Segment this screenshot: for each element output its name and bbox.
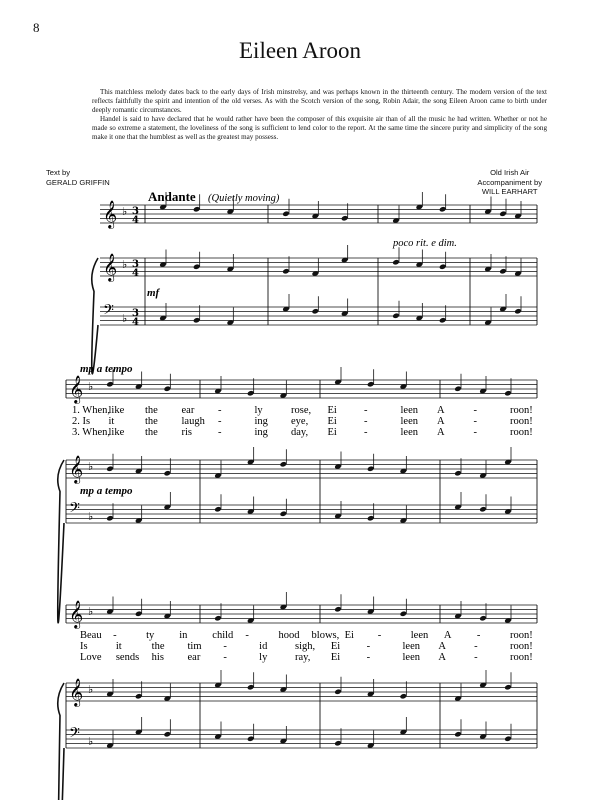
- lyric-syllable: roon!: [510, 427, 533, 438]
- lyric-syllable: the: [145, 416, 158, 427]
- treble-clef-icon: 𝄞: [69, 678, 84, 706]
- poco-rit-marking: poco rit. e dim.: [393, 238, 457, 249]
- lyric-syllable: rose,: [291, 405, 312, 416]
- lyric-syllable: -: [223, 641, 227, 652]
- intro-paragraph-1: This matchless melody dates back to the early days of Irish minstrelsy, and was perhaps known in the thirteenth century. The modern version of the text reflects faithfully the spirit and intention of the old verses. As with the Scotch version of the song, Robin Adair, the song Eileen Aroon came to birth under deeply romantic circumstances.: [92, 88, 547, 114]
- lyric-syllable: -: [218, 405, 222, 416]
- mp-a-tempo-voice: mp a tempo: [80, 363, 133, 375]
- lyric-syllable: it: [115, 641, 122, 652]
- flat-icon: ♭: [88, 683, 94, 696]
- time-signature-top: 3: [132, 206, 139, 217]
- staff-lines: [66, 205, 537, 748]
- treble-clef-icon: 𝄞: [103, 253, 118, 281]
- text-by-label: Text by: [46, 168, 71, 177]
- lyric-syllable: A: [437, 416, 445, 427]
- lyric-syllable: Love: [80, 652, 102, 663]
- lyric-syllable: id: [259, 641, 268, 652]
- lyric-syllable: 2. Is: [72, 416, 91, 427]
- intro-paragraph-2: Handel is said to have declared that he would rather have been the composer of this exquisite air than of all the music he had written. Whether or not he made so extreme a statement, the loveliness of the song is sufficient to lend color to the report. At the same time the sincere purity and simplicity of the song make it one that the humblest as well as the greatest may possess.: [92, 115, 547, 141]
- dynamic-mf: mf: [147, 287, 160, 299]
- lyric-syllable: A: [437, 427, 445, 438]
- lyric-syllable: hood: [278, 630, 300, 641]
- lyric-syllable: ing: [254, 427, 268, 438]
- lyric-syllable: his: [151, 652, 164, 663]
- lyric-syllable: like: [108, 405, 125, 416]
- origin-label: Old Irish Air: [490, 168, 530, 177]
- lyric-syllable: -: [473, 427, 477, 438]
- lyric-syllable: Is: [80, 641, 88, 652]
- lyric-syllable: Ei: [330, 641, 341, 652]
- tempo-note: (Quietly moving): [208, 193, 280, 204]
- time-signature-bottom: 4: [132, 268, 139, 279]
- lyric-syllable: ty: [146, 630, 155, 641]
- lyric-syllable: sends: [115, 652, 140, 663]
- lyric-syllable: Ei: [344, 630, 354, 641]
- clefs: [69, 200, 139, 748]
- treble-clef-icon: 𝄞: [69, 375, 84, 403]
- lyric-syllable: ray,: [295, 652, 311, 663]
- lyric-syllable: -: [113, 630, 117, 641]
- lyric-syllable: A: [438, 652, 446, 663]
- lyric-syllable: leen: [410, 630, 429, 641]
- lyric-syllable: 1. When,: [72, 405, 111, 416]
- treble-clef-icon: 𝄞: [69, 455, 84, 483]
- lyric-syllable: roon!: [510, 405, 533, 416]
- lyric-syllable: -: [366, 641, 371, 652]
- notes: [106, 192, 522, 749]
- lyric-syllable: Ei: [327, 427, 337, 438]
- lyric-syllable: 3. When,: [72, 427, 111, 438]
- lyrics-system-3: [80, 630, 533, 663]
- flat-icon: ♭: [122, 312, 128, 325]
- lyric-syllable: ing: [254, 416, 268, 427]
- lyric-syllable: Ei: [327, 405, 337, 416]
- lyric-syllable: in: [179, 630, 188, 641]
- lyric-syllable: it: [108, 416, 115, 427]
- lyric-syllable: -: [377, 630, 382, 641]
- lyric-syllable: -: [223, 652, 227, 663]
- lyric-syllable: roon!: [510, 652, 533, 663]
- flat-icon: ♭: [122, 205, 128, 218]
- flat-icon: ♭: [122, 258, 128, 271]
- piano-brace: [58, 683, 64, 800]
- piano-brace: [92, 258, 98, 374]
- flat-icon: ♭: [88, 735, 94, 748]
- lyric-syllable: laugh: [181, 416, 205, 427]
- treble-clef-icon: 𝄞: [103, 200, 118, 228]
- bass-clef-icon: 𝄢: [69, 725, 80, 745]
- lyric-syllable: -: [364, 405, 368, 416]
- lyric-syllable: Ei: [330, 652, 341, 663]
- lyric-syllable: roon!: [510, 416, 533, 427]
- lyric-syllable: -: [218, 416, 222, 427]
- lyric-syllable: the: [151, 641, 165, 652]
- time-signature-bottom: 4: [132, 215, 139, 226]
- time-signature-top: 3: [132, 308, 139, 319]
- lyric-syllable: tim: [187, 641, 202, 652]
- arranger-name: WILL EARHART: [481, 187, 538, 197]
- mp-a-tempo-piano: mp a tempo: [80, 485, 133, 497]
- lyric-syllable: -: [476, 630, 481, 641]
- lyric-syllable: Ei: [327, 416, 337, 427]
- lyric-syllable: the: [145, 427, 158, 438]
- lyric-syllable: child: [212, 630, 234, 641]
- time-signature-top: 3: [132, 259, 139, 270]
- piano-brace: [58, 460, 64, 623]
- lyric-syllable: leen: [400, 405, 418, 416]
- accompaniment-label: Accompaniment by: [477, 177, 542, 187]
- flat-icon: ♭: [88, 460, 94, 473]
- lyric-syllable: -: [474, 641, 478, 652]
- flat-icon: ♭: [88, 605, 94, 618]
- lyric-syllable: -: [364, 427, 368, 438]
- lyric-syllable: leen: [402, 641, 420, 652]
- lyric-syllable: ly: [259, 652, 268, 663]
- lyric-syllable: Beau: [80, 630, 102, 641]
- lyric-syllable: roon!: [510, 641, 533, 652]
- tempo-marking: Andante: [148, 189, 196, 204]
- lyric-syllable: sigh,: [295, 641, 316, 652]
- lyric-syllable: -: [473, 405, 477, 416]
- bar-lines: [58, 205, 537, 800]
- lyric-syllable: ear: [181, 405, 195, 416]
- lyric-syllable: like: [108, 427, 125, 438]
- lyric-syllable: -: [473, 416, 477, 427]
- page-number: 8: [33, 20, 40, 35]
- lyric-syllable: day,: [291, 427, 309, 438]
- flat-icon: ♭: [88, 380, 94, 393]
- lyric-syllable: blows,: [311, 630, 340, 641]
- flat-icon: ♭: [88, 510, 94, 523]
- lyric-syllable: A: [437, 405, 445, 416]
- lyric-syllable: -: [474, 652, 478, 663]
- lyric-syllable: leen: [402, 652, 420, 663]
- lyric-syllable: ear: [187, 652, 201, 663]
- lyric-syllable: ly: [254, 405, 263, 416]
- lyric-syllable: -: [364, 416, 368, 427]
- time-signature-bottom: 4: [132, 317, 139, 328]
- lyric-syllable: -: [366, 652, 371, 663]
- lyric-syllable: -: [245, 630, 249, 641]
- lyric-syllable: leen: [400, 427, 418, 438]
- bass-clef-icon: 𝄢: [69, 500, 80, 520]
- treble-clef-icon: 𝄞: [69, 600, 84, 628]
- lyric-syllable: the: [145, 405, 158, 416]
- lyric-syllable: A: [443, 630, 452, 641]
- song-title: Eileen Aroon: [239, 38, 361, 63]
- lyric-syllable: eye,: [291, 416, 309, 427]
- lyric-syllable: A: [438, 641, 446, 652]
- lyric-syllable: leen: [400, 416, 418, 427]
- lyrics-system-2: [72, 405, 533, 438]
- lyricist-name: GERALD GRIFFIN: [46, 177, 110, 187]
- bass-clef-icon: 𝄢: [103, 302, 114, 322]
- lyric-syllable: roon!: [510, 630, 533, 641]
- lyric-syllable: ris: [181, 427, 192, 438]
- lyric-syllable: -: [218, 427, 222, 438]
